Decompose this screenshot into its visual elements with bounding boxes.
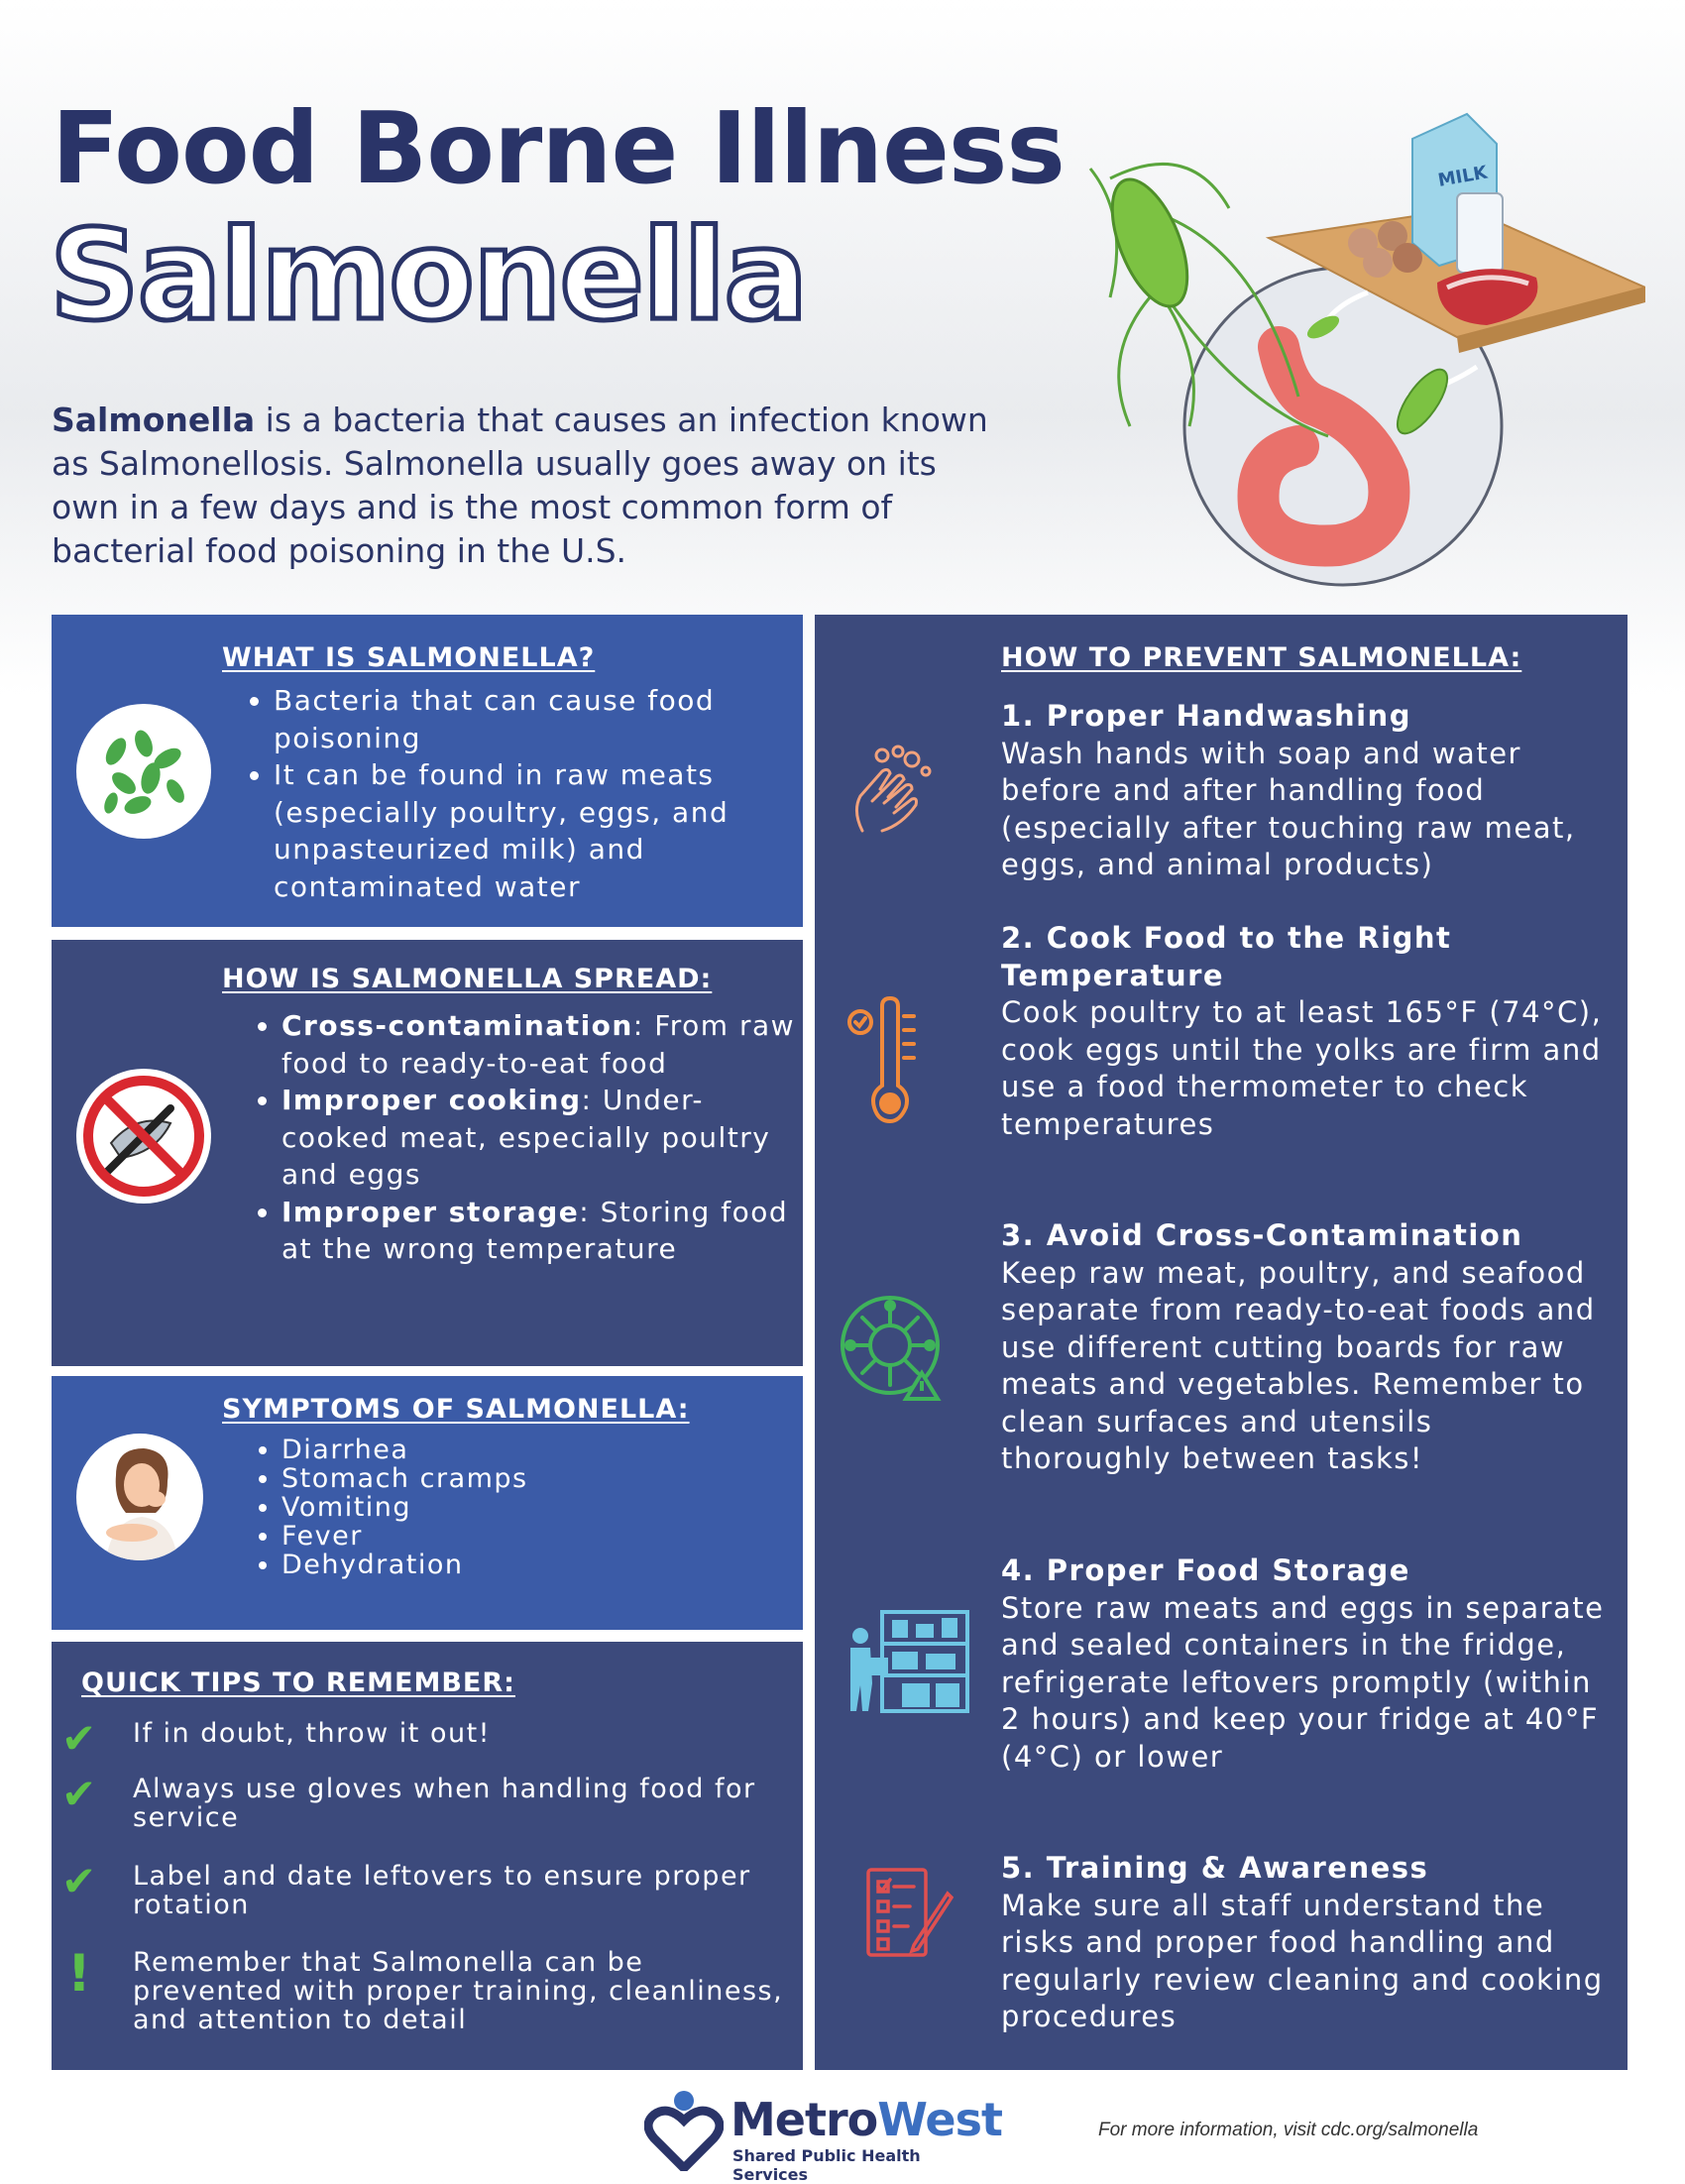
- step-title: 3. Avoid Cross-Contamination: [1001, 1218, 1523, 1252]
- prevent-step: [1001, 698, 1606, 884]
- tip-text: Remember that Salmonella can be prevented with proper training, cleanliness, and attention to detail: [133, 1947, 784, 2035]
- check-icon: ✔: [61, 1770, 97, 1818]
- list-item: [281, 1194, 807, 1268]
- how-to-prevent-panel: [815, 615, 1628, 2070]
- prevent-step: [1001, 1552, 1606, 1776]
- tip-text: Always use gloves when handling food for service: [133, 1774, 756, 1833]
- bacteria-icon: [76, 704, 211, 839]
- list-item: • Diarrhea: [281, 1436, 777, 1464]
- symptoms-panel: [52, 1376, 803, 1630]
- salmonella-stomach-illustration: [1070, 99, 1645, 595]
- metrowest-logo: [644, 2087, 1002, 2184]
- what-heading: WHAT IS SALMONELLA?: [222, 642, 596, 673]
- check-icon: ✔: [61, 1857, 97, 1905]
- spread-heading: HOW IS SALMONELLA SPREAD:: [222, 964, 713, 994]
- exclamation-icon: !: [67, 1944, 91, 2004]
- check-icon: ✔: [61, 1714, 97, 1763]
- title-line1: Food Borne Illness: [52, 90, 1065, 206]
- milk-label: MILK: [1436, 162, 1490, 191]
- intro-paragraph: [52, 399, 1003, 573]
- symptoms-heading: SYMPTOMS OF SALMONELLA:: [222, 1394, 690, 1425]
- intro-text: is a bacteria that causes an infection known as Salmonellosis. Salmonella usually goes away on its own in a few days and is the most common form of bacterial food poisoning in the U.S.: [52, 401, 988, 570]
- step-body: Wash hands with soap and water before and after handling food (especially after touching raw meat, eggs, and animal products): [1001, 736, 1576, 881]
- step-title: 1. Proper Handwashing: [1001, 699, 1411, 733]
- step-title: 2. Cook Food to the Right Temperature: [1001, 921, 1452, 992]
- step-body: Make sure all staff understand the risks and proper food handling and regularly review cleaning and cooking procedures: [1001, 1888, 1604, 2033]
- list-item: [281, 1007, 807, 1082]
- step-body: Keep raw meat, poultry, and seafood separate from ready-to-eat foods and use different cutting boards for raw meats and vegetables. Remember to clean surfaces and utensils thoroughly between tasks!: [1001, 1255, 1596, 1475]
- tip-text: If in doubt, throw it out!: [133, 1718, 492, 1749]
- step-body: Cook poultry to at least 165°F (74°C), cook eggs until the yolks are firm and use a food thermometer to check temperatures: [1001, 995, 1603, 1141]
- tip-text: Label and date leftovers to ensure proper rotation: [133, 1861, 751, 1920]
- list-item: • Bacteria that can cause food poisoning: [274, 682, 799, 756]
- list-item-bold: Improper cooking: [281, 1084, 582, 1116]
- virus-warning-icon: [839, 1294, 948, 1407]
- intro-bold: Salmonella: [52, 401, 256, 439]
- spread-list: [230, 1007, 807, 1268]
- step-title: 4. Proper Food Storage: [1001, 1553, 1410, 1587]
- step-body: Store raw meats and eggs in separate and sealed containers in the fridge, refrigerate leftovers promptly (within 2 hours) and keep your fridge at 40°F (4°C) or lower: [1001, 1590, 1605, 1774]
- list-item: • Vomiting: [281, 1493, 777, 1522]
- quick-tips-panel: [52, 1642, 803, 2070]
- list-item-bold: Improper storage: [281, 1195, 580, 1228]
- list-item: • Fever: [281, 1522, 777, 1551]
- title-line2: Salmonella: [50, 202, 807, 348]
- prevent-step: [1001, 920, 1606, 1143]
- prevent-step: [1001, 1217, 1606, 1478]
- no-cross-contamination-icon: [76, 1069, 211, 1204]
- logo-text: [730, 2093, 1002, 2146]
- checklist-icon: [864, 1866, 954, 1965]
- footer-note: For more information, visit cdc.org/salmonella: [1098, 2120, 1479, 2140]
- list-item-text: : Under-cooked meat, especially poultry and eggs: [281, 1084, 771, 1191]
- logo-metro: Metro: [730, 2093, 878, 2146]
- what-is-salmonella-panel: [52, 615, 803, 927]
- prevent-step: [1001, 1850, 1606, 2036]
- how-spread-panel: [52, 940, 803, 1366]
- step-title: 5. Training & Awareness: [1001, 1851, 1429, 1885]
- symptoms-list: [230, 1436, 777, 1579]
- prevent-heading: HOW TO PREVENT SALMONELLA:: [1001, 642, 1522, 673]
- list-item-text: : Storing food at the wrong temperature: [281, 1195, 789, 1265]
- list-item-bold: Cross-contamination: [281, 1009, 633, 1042]
- list-item: • Stomach cramps: [281, 1464, 777, 1493]
- logo-heart-icon: [644, 2087, 724, 2171]
- tips-heading: QUICK TIPS TO REMEMBER:: [81, 1667, 515, 1698]
- logo-west: West: [877, 2093, 1002, 2146]
- list-item-text: : From raw food to ready-to-eat food: [281, 1009, 796, 1080]
- list-item: [281, 1082, 807, 1194]
- handwashing-icon: [842, 742, 938, 841]
- list-item: • It can be found in raw meats (especially poultry, eggs, and unpasteurized milk) and contaminated water: [274, 756, 799, 905]
- sick-person-icon: [76, 1434, 203, 1560]
- logo-subtitle: Shared Public Health Services: [732, 2146, 921, 2184]
- thermometer-icon: [842, 996, 938, 1129]
- what-list: [222, 682, 799, 905]
- storage-shelf-icon: [842, 1606, 971, 1719]
- list-item: • Dehydration: [281, 1551, 777, 1579]
